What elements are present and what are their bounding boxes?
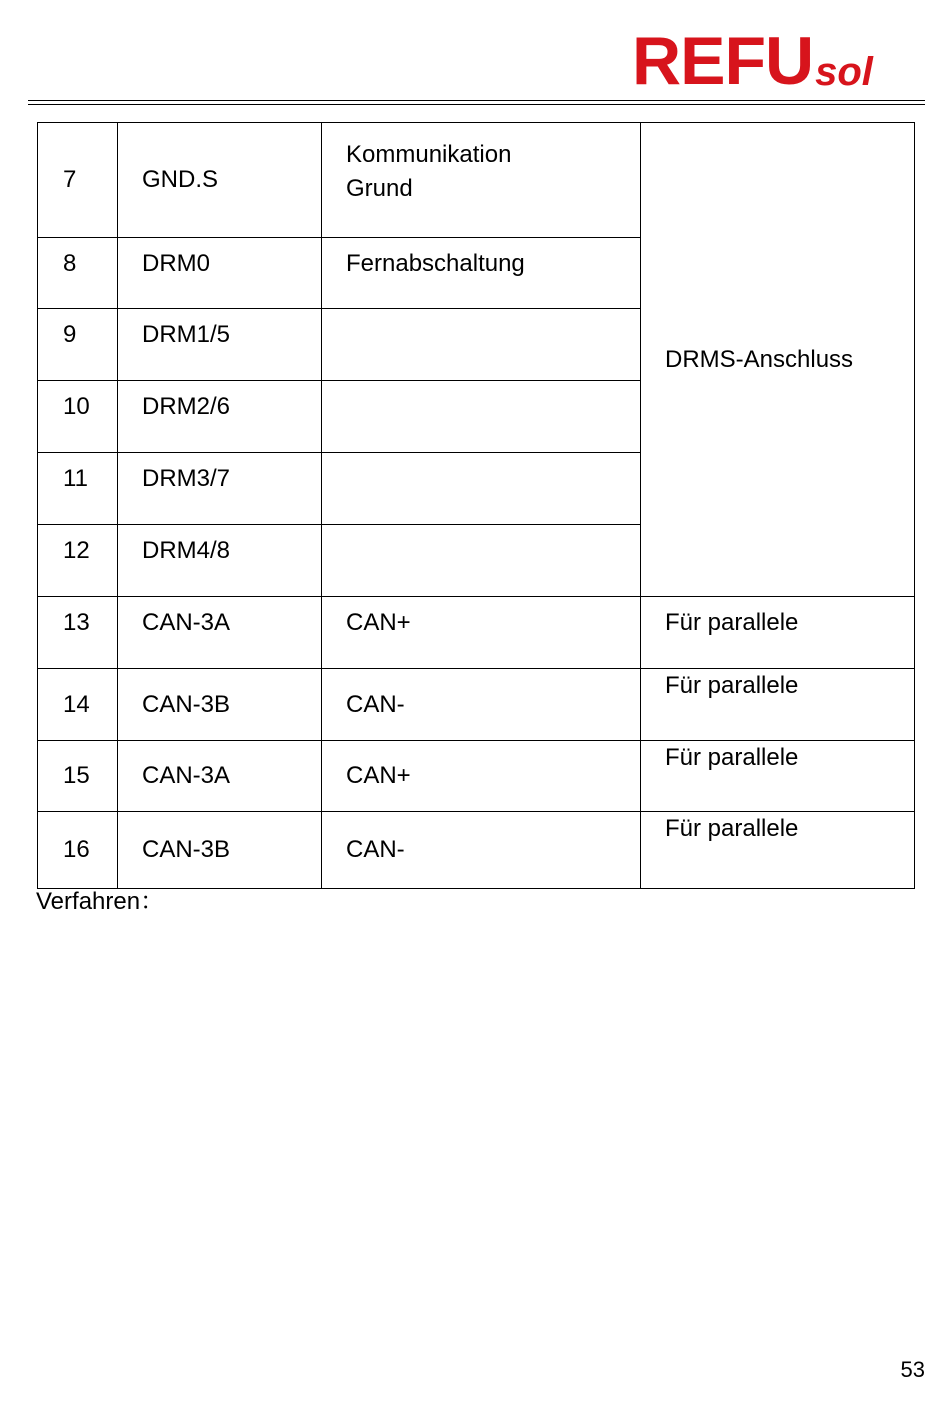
page-number: 53 (900, 1357, 925, 1382)
header-rule (28, 100, 925, 101)
signal-cell: CAN-3B (118, 669, 322, 741)
table-row (38, 669, 915, 741)
description-cell (322, 525, 641, 597)
signal-cell: DRM1/5 (118, 309, 322, 381)
description-cell: CAN+ (322, 741, 641, 812)
description-cell (322, 453, 641, 525)
pin-number-cell: 13 (38, 597, 118, 669)
signal-cell: CAN-3A (118, 597, 322, 669)
pin-number-cell: 15 (38, 741, 118, 812)
signal-cell: DRM4/8 (118, 525, 322, 597)
table-row (38, 741, 915, 812)
note-cell: Für parallele (641, 669, 915, 741)
description-cell: CAN- (322, 812, 641, 889)
signal-cell: DRM0 (118, 238, 322, 309)
logo-sub-text: sol (815, 50, 873, 94)
procedure-label: Verfahren： (36, 888, 165, 915)
pin-number-cell: 10 (38, 381, 118, 453)
signal-cell: CAN-3B (118, 812, 322, 889)
description-cell: Kommunikation Grund (322, 123, 641, 238)
description-cell: CAN+ (322, 597, 641, 669)
pin-number-cell: 9 (38, 309, 118, 381)
signal-cell: DRM2/6 (118, 381, 322, 453)
logo-main-text: REFU (632, 23, 814, 99)
note-cell: Für parallele (641, 597, 915, 669)
pin-number-cell: 7 (38, 123, 118, 238)
note-cell: Für parallele (641, 741, 915, 812)
table-row (38, 123, 915, 238)
signal-cell: DRM3/7 (118, 453, 322, 525)
signal-cell: GND.S (118, 123, 322, 238)
header-rule-thin (28, 104, 925, 105)
pin-number-cell: 16 (38, 812, 118, 889)
description-cell: CAN- (322, 669, 641, 741)
pin-number-cell: 14 (38, 669, 118, 741)
pin-number-cell: 11 (38, 453, 118, 525)
table-row (38, 812, 915, 889)
description-cell (322, 309, 641, 381)
pin-assignment-table (37, 122, 915, 889)
brand-logo (632, 23, 873, 99)
description-cell (322, 381, 641, 453)
signal-cell: CAN-3A (118, 741, 322, 812)
pin-number-cell: 12 (38, 525, 118, 597)
merged-note-cell: DRMS-Anschluss (641, 123, 915, 597)
table-row (38, 597, 915, 669)
pin-number-cell: 8 (38, 238, 118, 309)
description-cell: Fernabschaltung (322, 238, 641, 309)
note-cell: Für parallele (641, 812, 915, 889)
